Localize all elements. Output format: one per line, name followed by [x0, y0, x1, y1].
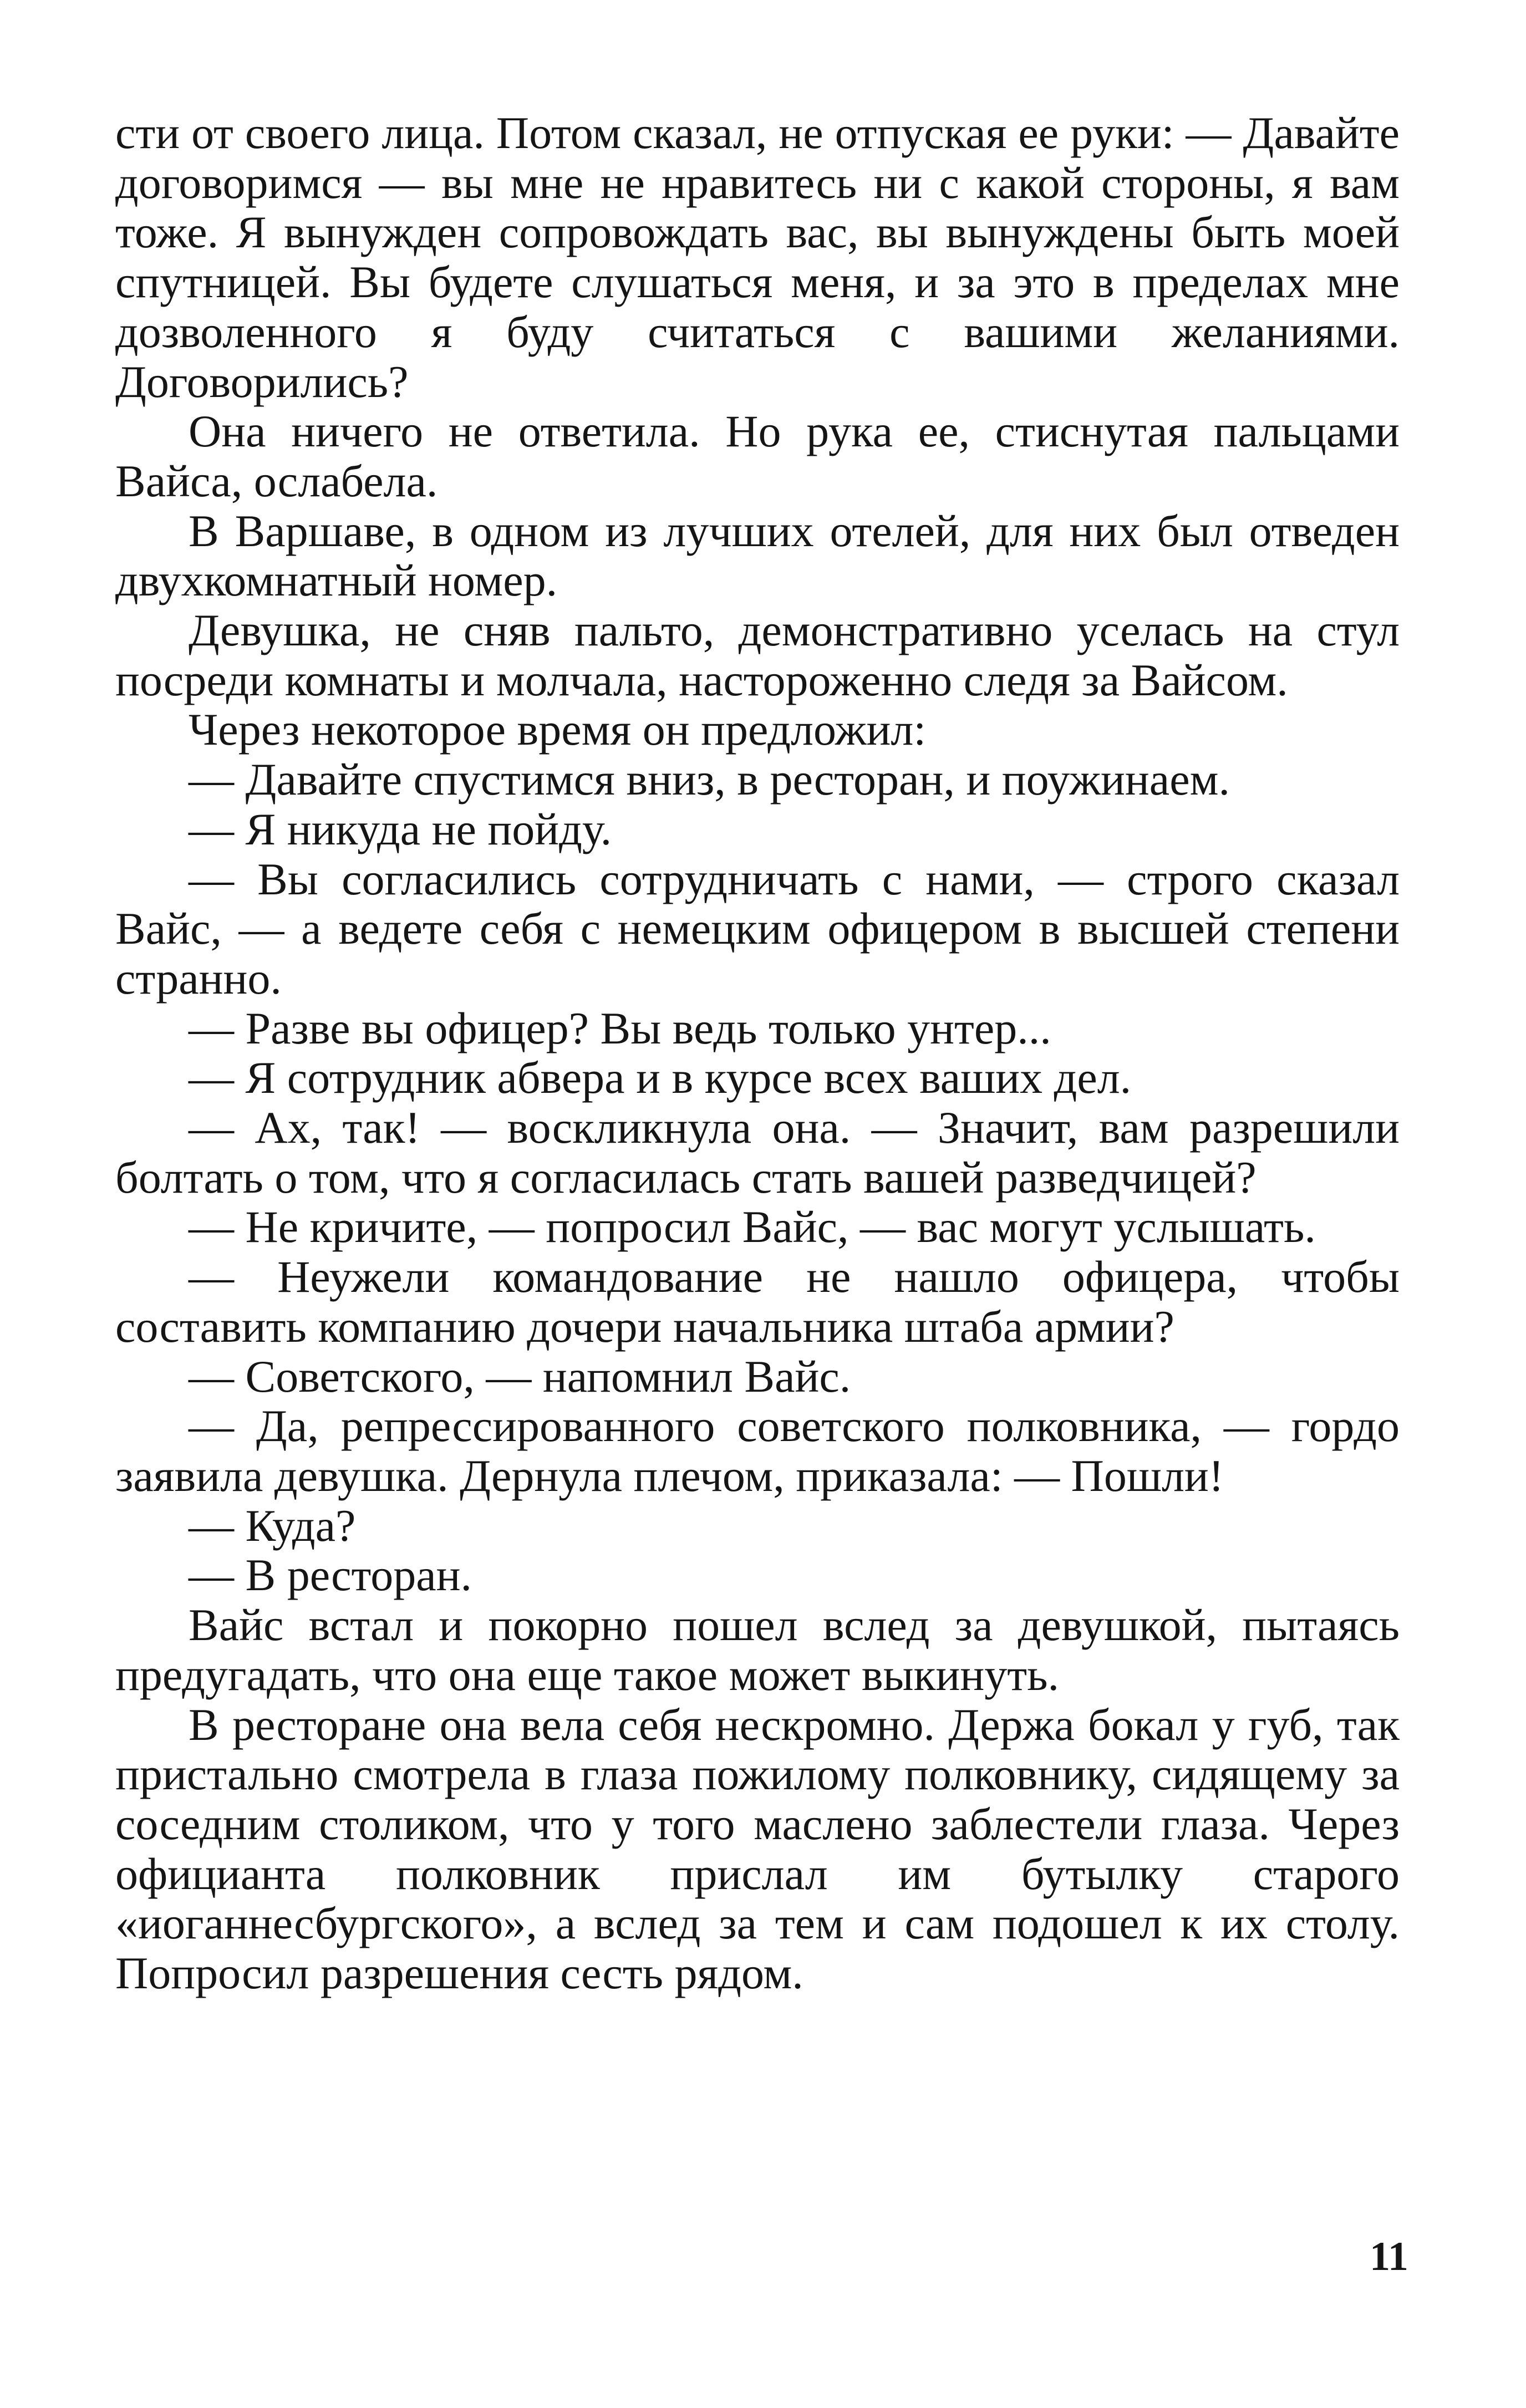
dialogue-line: — Я никуда не пойду. [189, 803, 612, 854]
paragraph: сти от своего лица. Потом сказал, не отпуская ее руки: — Давайте договоримся — вы мне не нравитесь ни с какой стороны, я вам тоже. Я вынужден сопровождать вас, вы вынуждены быть моей спутницей. Вы будете слушаться меня, и за это в пределах мне дозволенного я буду считаться с вашими желаниями. Договорились? [115, 108, 1400, 407]
paragraph: В ресторане она вела себя нескромно. Держа бокал у губ, так пристально смотрела в глаза пожилому полковнику, сидящему за соседним столиком, что у того маслено заблестели глаза. Через официанта полковник прислал им бутылку старого «иоганнесбургского», а вслед за тем и сам подошел к их столу. Попросил разрешения сесть рядом. [115, 1699, 1400, 1999]
dialogue-line: — Куда? [189, 1500, 356, 1551]
dialogue-line: — Ах, так! — воскликнула она. — Значит, вам разрешили болтать о том, что я согласилась стать вашей разведчицей? [115, 1102, 1400, 1203]
paragraph: Вайс встал и покорно пошел вслед за девушкой, пытаясь предугадать, что она еще такое может выкинуть. [115, 1600, 1400, 1700]
dialogue-line: — Давайте спустимся вниз, в ресторан, и поужинаем. [189, 754, 1230, 805]
paragraph: Она ничего не ответила. Но рука ее, стиснутая пальцами Вайса, ослабела. [115, 406, 1400, 506]
page-number: 11 [1370, 2234, 1408, 2279]
paragraph: Девушка, не сняв пальто, демонстративно уселась на стул посреди комнаты и молчала, настороженно следя за Вайсом. [115, 605, 1400, 705]
dialogue-line: — Я сотрудник абвера и в курсе всех ваших дел. [189, 1052, 1132, 1103]
paragraph: В Варшаве, в одном из лучших отелей, для них был отведен двухкомнатный номер. [115, 505, 1400, 606]
dialogue-line: — Не кричите, — попросил Вайс, — вас могут услышать. [189, 1202, 1316, 1253]
page-text [115, 108, 1400, 1998]
dialogue-line: — Неужели командование не нашло офицера, чтобы составить компанию дочери начальника штаба армии? [115, 1251, 1400, 1352]
dialogue-line: — Вы согласились сотрудничать с нами, — строго сказал Вайс, — а ведете себя с немецким офицером в высшей степени странно. [115, 853, 1400, 1004]
dialogue-line: — В ресторан. [189, 1550, 472, 1601]
dialogue-line: — Разве вы офицер? Вы ведь только унтер... [189, 1002, 1051, 1053]
paragraph: Через некоторое время он предложил: [189, 704, 927, 755]
dialogue-line: — Советского, — напомнил Вайс. [189, 1351, 851, 1402]
dialogue-line: — Да, репрессированного советского полковника, — гордо заявила девушка. Дернула плечом, приказала: — Пошли! [115, 1401, 1400, 1501]
